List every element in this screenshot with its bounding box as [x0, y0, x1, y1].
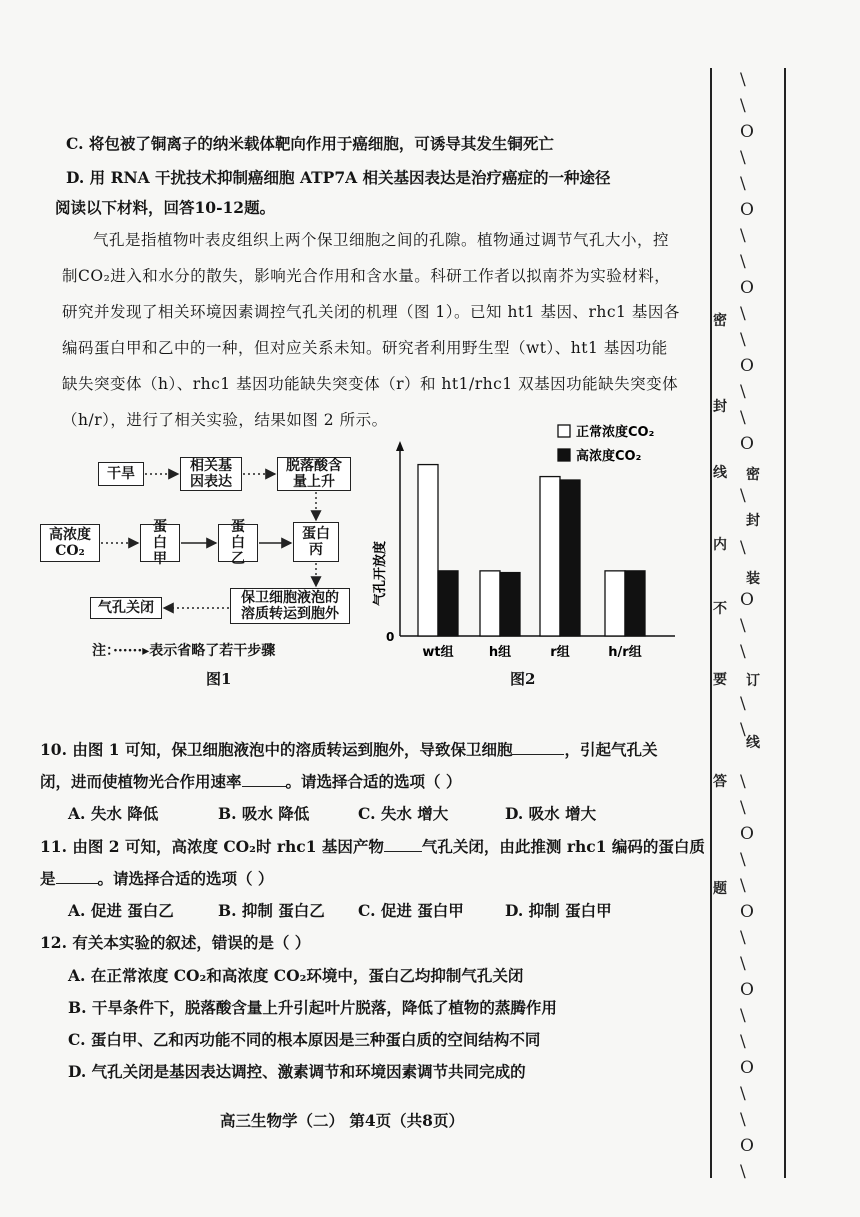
binding-char-xian: 线	[746, 735, 760, 751]
question-10-options	[68, 803, 596, 825]
binding-char-ding: 订	[746, 673, 760, 689]
binding-mark: \	[740, 486, 746, 506]
bar-r组-normal-co2	[540, 477, 560, 636]
q11-text-1: 11. 由图 2 可知，高浓度 CO₂时 rhc1 基因产物	[40, 837, 384, 856]
q11-text-3: 是	[40, 869, 56, 888]
q11-blank-2	[56, 867, 98, 884]
x-tick-0: wt组	[422, 645, 454, 660]
binding-mark: \	[740, 408, 746, 428]
binding-mark: O	[740, 278, 754, 298]
question-12-stem: 12. 有关本实验的叙述，错误的是（ ）	[40, 933, 311, 952]
legend-label-0: 正常浓度CO₂	[576, 425, 655, 440]
bar-wt组-high-co2	[438, 571, 458, 636]
figure-2-chart	[360, 415, 680, 695]
figure-2-caption: 图2	[510, 670, 536, 688]
page-footer: 高三生物学（二） 第4页（共8页）	[220, 1111, 464, 1130]
binding-mark: \	[740, 382, 746, 402]
question-11-line-1	[40, 835, 705, 858]
binding-mark: O	[740, 356, 754, 376]
q11-option-a[interactable]: A. 促进 蛋白乙	[68, 901, 174, 920]
binding-mark: \	[740, 616, 746, 636]
binding-mark: O	[740, 824, 754, 844]
binding-mark: \	[740, 954, 746, 974]
q10-blank-1	[512, 738, 564, 755]
q10-text-1: 10. 由图 1 可知，保卫细胞液泡中的溶质转运到胞外，导致保卫细胞	[40, 740, 513, 759]
binding-mark: O	[740, 434, 754, 454]
q12-option-a[interactable]: A. 在正常浓度 CO₂和高浓度 CO₂环境中，蛋白乙均抑制气孔关闭	[68, 966, 524, 985]
binding-char-outer-3: 线	[713, 465, 727, 481]
q10-option-d[interactable]: D. 吸水 增大	[505, 804, 597, 823]
q11-blank-1	[384, 835, 422, 852]
binding-mark: \	[740, 1162, 746, 1182]
binding-char-inner-4: 内	[713, 537, 727, 553]
q10-option-c[interactable]: C. 失水 增大	[358, 804, 449, 823]
binding-mark: \	[740, 1110, 746, 1130]
binding-mark: \	[740, 148, 746, 168]
x-tick-3: h/r组	[608, 645, 642, 660]
binding-mark: O	[740, 122, 754, 142]
q10-blank-2	[242, 770, 286, 787]
q12-option-b[interactable]: B. 干旱条件下，脱落酸含量上升引起叶片脱落，降低了植物的蒸腾作用	[68, 998, 557, 1017]
binding-mark: \	[740, 1084, 746, 1104]
binding-mark: O	[740, 980, 754, 1000]
y-tick-0: 0	[386, 630, 395, 644]
binding-mark: \	[740, 330, 746, 350]
legend-label-1: 高浓度CO₂	[576, 449, 642, 464]
legend-swatch-0	[558, 425, 570, 437]
binding-mark: \	[740, 694, 746, 714]
bar-h组-normal-co2	[480, 571, 500, 636]
box-aba: 脱落酸含量上升	[277, 457, 351, 491]
binding-mark: \	[740, 174, 746, 194]
binding-char-inner-5: 不	[713, 601, 727, 617]
q11-text-4: 。请选择合适的选项（ ）	[97, 869, 274, 888]
box-solute-transport: 保卫细胞液泡的溶质转运到胞外	[230, 588, 350, 624]
binding-mark: \	[740, 720, 746, 740]
binding-char-zhuang: 装	[746, 571, 760, 587]
bar-wt组-normal-co2	[418, 465, 438, 636]
binding-char-outer-1: 密	[713, 313, 727, 329]
binding-mark: \	[740, 252, 746, 272]
binding-mark: \	[740, 1032, 746, 1052]
binding-mark: O	[740, 200, 754, 220]
question-10-line-2	[40, 770, 461, 793]
q11-option-c[interactable]: C. 促进 蛋白甲	[358, 901, 464, 920]
binding-mark: \	[740, 850, 746, 870]
q10-option-a[interactable]: A. 失水 降低	[68, 804, 159, 823]
bar-h/r组-high-co2	[625, 571, 645, 636]
binding-char-inner-6: 要	[713, 672, 727, 688]
q10-text-3: 闭，进而使植物光合作用速率	[40, 772, 242, 791]
binding-mark: \	[740, 876, 746, 896]
question-9-option-c: C. 将包被了铜离子的纳米载体靶向作用于癌细胞，可诱导其发生铜死亡	[66, 134, 554, 153]
question-10-line-1	[40, 738, 657, 761]
binding-char-inner-7: 答	[713, 774, 727, 790]
binding-mark: O	[740, 1058, 754, 1078]
q12-option-d[interactable]: D. 气孔关闭是基因表达调控、激素调节和环境因素调节共同完成的	[68, 1062, 526, 1081]
q10-text-2: ，引起气孔关	[564, 740, 658, 759]
reading-intro: 阅读以下材料，回答10-12题。	[55, 198, 276, 217]
binding-mark: \	[740, 96, 746, 116]
binding-mark: \	[740, 304, 746, 324]
binding-line-outer	[710, 68, 712, 1178]
box-gene-expression: 相关基因表达	[180, 457, 242, 491]
q12-option-c[interactable]: C. 蛋白甲、乙和丙功能不同的根本原因是三种蛋白质的空间结构不同	[68, 1030, 541, 1049]
bar-r组-high-co2	[560, 480, 580, 636]
q10-option-b[interactable]: B. 吸水 降低	[218, 804, 310, 823]
box-protein-a: 蛋白甲	[140, 524, 180, 562]
binding-mark: \	[740, 226, 746, 246]
box-drought: 干旱	[98, 462, 144, 486]
binding-mark: O	[740, 1136, 754, 1156]
binding-mark: \	[740, 928, 746, 948]
y-axis-label: 气孔开放度	[373, 540, 388, 606]
binding-mark: \	[740, 798, 746, 818]
binding-char-mi: 密	[746, 467, 760, 483]
q11-option-b[interactable]: B. 抑制 蛋白乙	[218, 901, 325, 920]
q11-option-d[interactable]: D. 抑制 蛋白甲	[505, 901, 612, 920]
binding-mark: \	[740, 1006, 746, 1026]
question-11-line-2	[40, 867, 273, 890]
bar-h组-high-co2	[500, 573, 520, 636]
figure-1-caption: 图1	[206, 670, 232, 688]
binding-line-inner	[784, 68, 786, 1178]
box-protein-b: 蛋白乙	[218, 524, 258, 562]
binding-char-feng: 封	[746, 513, 760, 529]
box-stomata-closure: 气孔关闭	[90, 597, 162, 619]
binding-mark: O	[740, 902, 754, 922]
binding-mark: \	[740, 538, 746, 558]
q10-text-4: 。请选择合适的选项（ ）	[285, 772, 462, 791]
material-paragraph: 气孔是指植物叶表皮组织上两个保卫细胞之间的孔隙。植物通过调节气孔大小，控制CO₂进入和水分的散失，影响光合作用和含水量。科研工作者以拟南芥为实验材料，研究并发现了相关环境因素调控气孔关闭的机理（图 1）。已知 ht1 基因、rhc1 基因各编码蛋白甲和乙中的一种，但对应关系未知。研究者利用野生型（wt）、ht1 基因功能缺失突变体（h）、rhc1 基因功能缺失突变体（r）和 ht1/rhc1 双基因功能缺失突变体（h/r），进行了相关实验，结果如图 2 所示。	[62, 231, 680, 429]
box-protein-c: 蛋白丙	[293, 522, 339, 562]
legend-swatch-1	[558, 449, 570, 461]
bar-h/r组-normal-co2	[605, 571, 625, 636]
binding-mark: \	[740, 70, 746, 90]
figure-1-note: 注：······▸表示省略了若干步骤	[92, 643, 276, 659]
binding-mark: \	[740, 642, 746, 662]
binding-mark: O	[740, 590, 754, 610]
binding-char-outer-2: 封	[713, 399, 727, 415]
question-11-options	[68, 900, 612, 922]
binding-mark: \	[740, 772, 746, 792]
y-axis-arrow	[396, 441, 404, 451]
binding-char-inner-8: 题	[713, 881, 727, 897]
x-tick-1: h组	[488, 645, 512, 660]
question-9-option-d: D. 用 RNA 干扰技术抑制癌细胞 ATP7A 相关基因表达是治疗癌症的一种途径	[66, 168, 611, 187]
x-tick-2: r组	[550, 645, 570, 660]
q11-text-2: 气孔关闭，由此推测 rhc1 编码的蛋白质	[421, 837, 705, 856]
box-high-co2: 高浓度CO₂	[40, 524, 100, 562]
